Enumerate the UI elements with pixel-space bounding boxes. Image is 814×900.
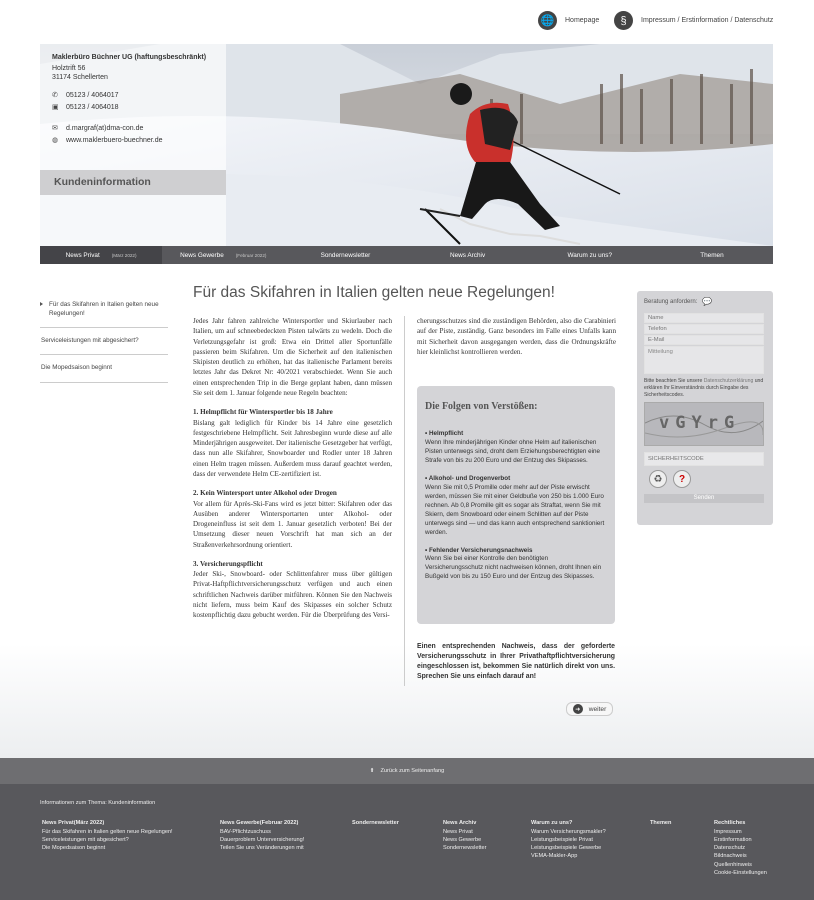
- footer-col-news-privat: [42, 819, 173, 852]
- message-textarea[interactable]: Mitteilung: [644, 346, 764, 374]
- weiter-button[interactable]: [566, 702, 613, 716]
- box-heading: • Fehlender Versicherungsnachweis: [425, 546, 533, 554]
- footer-intro: Informationen zum Thema: Kundeninformation: [40, 800, 156, 806]
- box-heading: • Alkohol- und Drogenverbot: [425, 474, 511, 482]
- footer-col-head[interactable]: Warum zu uns?: [531, 820, 573, 826]
- email-input[interactable]: [644, 335, 764, 345]
- contact-box: [40, 44, 226, 246]
- phone-icon: ✆: [52, 92, 58, 99]
- footer-col-head[interactable]: Themen: [650, 820, 672, 826]
- footer: [0, 784, 814, 900]
- nav-label: Themen: [700, 251, 724, 259]
- footer-link[interactable]: BAV-Pflichtzuschuss: [220, 829, 271, 836]
- privacy-note: [644, 378, 766, 399]
- box-section: [425, 430, 607, 466]
- section-2: [193, 488, 392, 550]
- nav-news-privat[interactable]: [40, 246, 162, 264]
- security-code-input[interactable]: [644, 452, 764, 466]
- section-title: Kundeninformation: [40, 170, 226, 195]
- website: www.maklerbuero-buechner.de: [66, 136, 163, 144]
- footer-link[interactable]: Leistungsbeispiele Gewerbe: [531, 845, 602, 852]
- box-section: [425, 547, 607, 583]
- sidebar-item-moped[interactable]: Die Mopedsaison beginnt: [40, 355, 168, 382]
- closing-text: Einen entsprechenden Nachweis, dass der geforderte Versicherungsschutz in Ihrer Privathaftpflichtversicherung eingeschlossen ist, bekommen Sie natürlich direkt von uns. Sprechen Sie uns einfach darauf an!: [417, 643, 615, 680]
- article-continued: cherungsschutzes sind die zuständigen Behörden, also die Carabinieri auf der Piste, zuständig. Ganz besonders im Falle eines Unfalls kann mit Sicherheit davon ausgegangen werden, dass die Ordnungskräfte hier kleinlichst kontrollieren werden.: [417, 317, 616, 356]
- page-title: Für das Skifahren in Italien gelten neue Regelungen!: [193, 284, 555, 301]
- homepage-link[interactable]: [538, 11, 599, 30]
- footer-col-head[interactable]: News Gewerbe(Februar 2022): [220, 820, 299, 826]
- box-title: Die Folgen von Verstößen:: [425, 401, 538, 412]
- footer-col-head[interactable]: News Archiv: [443, 820, 477, 826]
- form-header: [644, 297, 766, 306]
- top-bar: [0, 0, 814, 44]
- article-column-2: [417, 316, 616, 366]
- phone-number: 05123 / 4064017: [66, 91, 119, 99]
- section-3: [193, 559, 392, 621]
- column-divider: [404, 316, 405, 686]
- help-icon[interactable]: ?: [673, 470, 691, 488]
- note-text: Bitte beachten Sie unsere: [644, 378, 704, 384]
- box-body: Wenn Ihre minderjährigen Kinder ohne Helm auf italienischen Pisten unterwegs sind, droht dem Erziehungsberechtigten eine Strafe von bis zu 200 Euro und der Entzug des Skipasses.: [425, 439, 601, 464]
- box-body: Wenn Sie mit 0,5 Promille oder mehr auf der Piste erwischt werden, müssen Sie mit einer Geldbuße von 250 bis 1.000 Euro rechnen. Ab 0,8 Promille gilt es sogar als Straftat, wenn Sie mit Skiern, dem Snowboard oder einem Schlitten auf der Piste unterwegs sind — und das kann auch entsprechend sanktioniert werden.: [425, 483, 605, 536]
- nav-news-archiv[interactable]: [407, 246, 529, 264]
- section-body: Bislang galt lediglich für Kinder bis 14 Jahre eine gesetzlich festgeschriebene Helmpflicht. Seit Jahresbeginn wurde diese auf alle Minderjährigen ausgeweitet. Der italienische Gesetzgeber hat verfügt, dass nun alle Skifahrer, Snowboarder und Rodler unter 18 Jahren einen Helm tragen müssen. Außerdem muss darauf geachtet werden, dass der verwendete Helm CE-zertifiziert ist.: [193, 418, 392, 478]
- legal-link[interactable]: [614, 11, 773, 30]
- street: Holztrift 56: [52, 65, 86, 72]
- footer-link[interactable]: Serviceleistungen mit abgesichert?: [42, 837, 129, 844]
- sidebar-nav: [40, 292, 168, 383]
- footer-col-news-gewerbe: [220, 819, 304, 852]
- nav-label: News Privat: [65, 251, 100, 259]
- footer-col-themen: [650, 819, 671, 828]
- footer-col-warum: [531, 819, 606, 861]
- legal-label: Impressum / Erstinformation / Datenschutz: [641, 17, 774, 24]
- footer-link[interactable]: News Privat: [443, 829, 473, 836]
- fax-icon: ▣: [52, 104, 59, 111]
- sidebar-item-service[interactable]: Serviceleistungen mit abgesichert?: [40, 328, 168, 355]
- footer-col-rechtliches: [714, 819, 767, 877]
- web-row[interactable]: [52, 134, 214, 146]
- box-heading: • Helmpflicht: [425, 430, 464, 438]
- footer-col-head[interactable]: Sondernewsletter: [352, 820, 399, 826]
- captcha-image: [644, 402, 764, 446]
- footer-link[interactable]: Leistungsbeispiele Privat: [531, 837, 593, 844]
- footer-link[interactable]: Erstinformation: [714, 837, 752, 844]
- chat-icon: 💬: [702, 297, 713, 306]
- footer-link[interactable]: Datenschutz: [714, 845, 746, 852]
- nav-label: News Archiv: [450, 251, 486, 259]
- captcha-text: vGYrG: [659, 413, 741, 434]
- city: 31174 Schellerten: [52, 74, 108, 81]
- globe-icon: ◍: [52, 137, 59, 144]
- footer-link[interactable]: VEMA-Makler-App: [531, 853, 578, 860]
- nav-label: Sondernewsletter: [320, 251, 371, 259]
- nav-warum[interactable]: [529, 246, 651, 264]
- arrow-right-icon: ➜: [573, 704, 583, 714]
- submit-button[interactable]: Senden: [644, 494, 764, 503]
- phone-row[interactable]: [52, 89, 214, 101]
- section-heading: 3. Versicherungspflicht: [193, 559, 263, 568]
- footer-link[interactable]: Für das Skifahren in Italien gelten neue Regelungen!: [42, 829, 173, 836]
- nav-label: News Gewerbe: [180, 251, 224, 259]
- article-column-1: [193, 316, 392, 630]
- company-name: Maklerbüro Büchner UG (haftungsbeschränkt): [52, 54, 207, 61]
- refresh-icon[interactable]: ♻: [649, 470, 667, 488]
- form-heading: Beratung anfordern:: [644, 298, 698, 305]
- fax-row: [52, 101, 214, 113]
- box-body: Wenn Sie bei einer Kontrolle den benötigten Versicherungsschutz nicht nachweisen können, droht Ihnen ein Bußgeld von bis zu 150 Euro und der Entzug des Skipasses.: [425, 555, 602, 581]
- footer-col-news-archiv: [443, 819, 487, 852]
- back-to-top[interactable]: [0, 758, 814, 784]
- footer-col-head: Rechtliches: [714, 820, 746, 826]
- globe-icon: 🌐: [538, 11, 557, 30]
- back-to-top-label: Zurück zum Seitenanfang: [380, 768, 445, 774]
- footer-link[interactable]: Sondernewsletter: [443, 845, 487, 852]
- nav-themen[interactable]: [651, 246, 773, 264]
- fax-number: 05123 / 4064018: [66, 103, 119, 111]
- footer-link[interactable]: Warum Versicherungsmakler?: [531, 829, 606, 836]
- weiter-label: weiter: [588, 705, 607, 713]
- footer-link[interactable]: Die Mopedsaison beginnt: [42, 845, 106, 852]
- footer-link[interactable]: Impressum: [714, 829, 742, 836]
- paragraph-icon: §: [614, 11, 633, 30]
- footer-link[interactable]: Dauerproblem Unterversicherung!: [220, 837, 305, 844]
- note-text: und erklären Ihr Einverständnis durch Eingabe des Sicherheitscodes.: [644, 378, 764, 399]
- captcha-actions: [649, 470, 766, 488]
- email-row[interactable]: [52, 122, 214, 134]
- privacy-link[interactable]: Datenschutzerklärung: [703, 378, 754, 384]
- section-body: Vor allem für Après-Ski-Fans wird es jetzt bitter: Skifahren oder das Ausüben anderer Wintersportarten unter Alkohol- oder Drogeneinfluss ist seit dem 1. Januar gesetzlich verboten! Bei der Umsetzung dieser neuen Vorschrift hat man sich an der Straßenverkehrsordnung orientiert.: [193, 499, 392, 549]
- sidebar-item-skifahren[interactable]: Für das Skifahren in Italien gelten neue Regelungen!: [40, 292, 168, 328]
- arrow-up-icon: ⬆: [369, 768, 375, 774]
- section-heading: 1. Helmpflicht für Wintersportler bis 18 Jahre: [193, 408, 333, 417]
- section-heading: 2. Kein Wintersport unter Alkohol oder Drogen: [193, 489, 337, 498]
- section-1: [193, 407, 392, 479]
- email-address: d.margraf(at)dma-con.de: [66, 124, 144, 132]
- consequences-box: [417, 386, 615, 624]
- footer-link[interactable]: Teilen Sie uns Veränderungen mit: [220, 845, 304, 852]
- mail-icon: ✉: [52, 125, 58, 132]
- hero-banner: [40, 44, 773, 246]
- nav-sub: (Februar 2022): [235, 252, 267, 258]
- main-nav: [40, 246, 773, 264]
- footer-link[interactable]: Bildnachweis: [714, 853, 747, 860]
- footer-col-head[interactable]: News Privat(März 2022): [42, 820, 105, 826]
- footer-link[interactable]: News Gewerbe: [443, 837, 482, 844]
- footer-col-sondernewsletter: [352, 819, 399, 828]
- footer-link[interactable]: Quellenhinweis: [714, 861, 752, 868]
- section-body: Jeder Ski-, Snowboard- oder Schlittenfahrer muss über gültigen Privat-Haftpflichtversicherungsschutz verfügen und auch einen schriftlichen Nachweis darüber mitführen. Können Sie den Nachweis nicht liefern, muss beim Kauf des Skipasses ein solcher Schutz kostenpflichtig dazu gebucht werden. Für die Überprüfung des Versi-: [193, 570, 392, 620]
- nav-sub: (März 2022): [111, 252, 137, 258]
- box-section: [425, 475, 607, 538]
- footer-link[interactable]: Cookie-Einstellungen: [714, 869, 767, 876]
- nav-label: Warum zu uns?: [567, 251, 613, 259]
- article-intro: Jedes Jahr fahren zahlreiche Wintersportler und Skiurlauber nach Italien, um auf schneebedeckten Pisten talwärts zu wedeln. Doch die Verletzungsgefahr ist groß: Etwa ein Drittel aller Sportunfälle passieren beim Skifahren. Um die Sicherheit auf den italienischen Skipisten deutlich zu erhöhen, hat das italienische Parlament bereits letztes Jahr das Dekret Nr: 40/2021 verabschiedet. Wenn Sie auch einen entsprechenden Trip in die Berge geplant haben, dann müssen Sie seit dem 1. Januar folgende neue Regeln beachten:: [193, 317, 392, 397]
- main-content: [0, 264, 814, 758]
- phone-input[interactable]: [644, 324, 764, 334]
- nav-sondernewsletter[interactable]: [284, 246, 406, 264]
- contact-form: [637, 291, 773, 525]
- name-input[interactable]: [644, 313, 764, 323]
- homepage-label: Homepage: [565, 17, 600, 24]
- nav-news-gewerbe[interactable]: [162, 246, 284, 264]
